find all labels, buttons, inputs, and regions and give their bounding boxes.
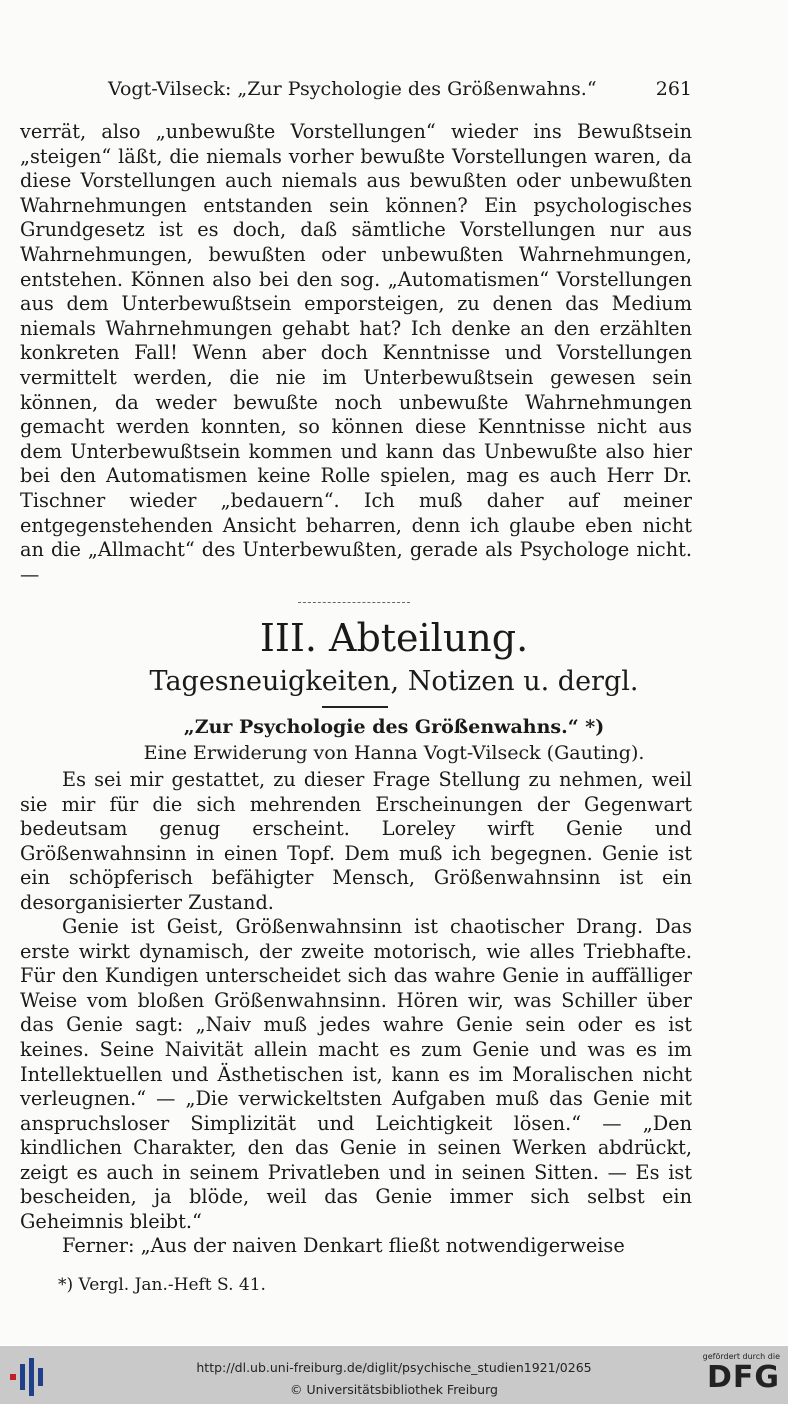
article-paragraph: Es sei mir gestattet, zu dieser Frage Stellung zu nehmen, weil sie mir für die sich mehrenden Erscheinungen der Gegenwart bedeutsam genug erscheint. Loreley wirft Genie und Größenwahnsinn in einen Topf. Dem muß ich begegnen. Genie ist ein schöpferisch befähigter Mensch, Größenwahnsinn ist ein desorganisierter Zustand. — [20, 768, 692, 914]
divider — [298, 602, 410, 604]
article-body — [20, 768, 692, 1259]
article-paragraph: Ferner: „Aus der naiven Denkart fließt notwendigerweise — [62, 1234, 625, 1258]
dfg-tagline: gefördert durch die — [702, 1352, 780, 1361]
dfg-wordmark: DFG — [706, 1360, 780, 1395]
article-paragraph: Genie ist Geist, Größenwahnsinn ist chaotischer Drang. Das erste wirkt dynamisch, der zweite motorisch, wie alles Triebhafte. Für den Kundigen unterscheidet sich das wahre Genie in auffälliger Weise vom bloßen Größenwahnsinn. Hören wir, was Schiller über das Genie sagt: „Naiv muß jedes wahre Genie sein oder es ist keines. Seine Naivität allein macht es zum Genie und was es im Intellektuellen und Ästhetischen ist, kann es im Moralischen nicht verleugnen.“ — „Die verwickeltsten Aufgaben muß das Genie mit anspruchsloser Simplizität und Leichtigkeit lösen.“ — „Den kindlichen Charakter, den das Genie in seinen Werken abdrückt, zeigt es auch in seinem Privatleben und in seinen Sitten. — Es ist bescheiden, ja blöde, weil das Genie immer sich selbst ein Geheimnis bleibt.“ — [20, 915, 692, 1233]
article-title: „Zur Psychologie des Größenwahns.“ *) — [183, 716, 605, 738]
page-number: 261 — [655, 78, 692, 100]
dfg-logo — [694, 1352, 780, 1400]
copyright-text: © Universitätsbibliothek Freiburg — [290, 1382, 498, 1397]
running-header — [108, 78, 692, 106]
running-title: Vogt-Vilseck: „Zur Psychologie des Größenwahns.“ — [108, 78, 597, 100]
article-byline: Eine Erwiderung von Hanna Vogt-Vilseck (Gauting). — [143, 742, 645, 764]
library-logo-icon — [10, 1356, 48, 1396]
section-title: III. Abteilung. — [259, 616, 529, 660]
footer-bar — [0, 1346, 788, 1404]
divider — [322, 706, 388, 708]
section-subtitle: Tagesneuigkeiten, Notizen u. dergl. — [149, 666, 639, 697]
footnote: *) Vergl. Jan.-Heft S. 41. — [58, 1275, 266, 1295]
source-url-link[interactable]: http://dl.ub.uni-freiburg.de/diglit/psychische_studien1921/0265 — [196, 1360, 592, 1375]
continuation-paragraph: verrät, also „unbewußte Vorstellungen“ wieder ins Bewußtsein „steigen“ läßt, die niemals vorher bewußte Vorstellungen waren, da diese Vorstellungen auch niemals aus bewußten oder unbewußten Wahrnehmungen entstanden sein können? Ein psychologisches Grundgesetz ist es doch, daß sämtliche Vorstellungen nur aus Wahrnehmungen, bewußten oder unbewußten Wahrnehmungen, entstehen. Können also bei den sog. „Automatismen“ Vorstellungen aus dem Unterbewußtsein emporsteigen, zu denen das Medium niemals Wahrnehmungen gehabt hat? Ich denke an den erzählten konkreten Fall! Wenn aber doch Kenntnisse und Vorstellungen vermittelt werden, die nie im Unterbewußtsein gewesen sein können, da weder bewußte noch unbewußte Wahrnehmungen gemacht werden konnten, so können diese Kenntnisse nicht aus dem Unterbewußtsein kommen und kann das Unbewußte also hier bei den Automatismen keine Rolle spielen, mag es auch Herr Dr. Tischner wieder „bedauern“. Ich muß daher auf meiner entgegenstehenden Ansicht beharren, denn ich glaube eben nicht an die „Allmacht“ des Unterbewußten, gerade als Psychologe nicht. — — [20, 120, 692, 586]
